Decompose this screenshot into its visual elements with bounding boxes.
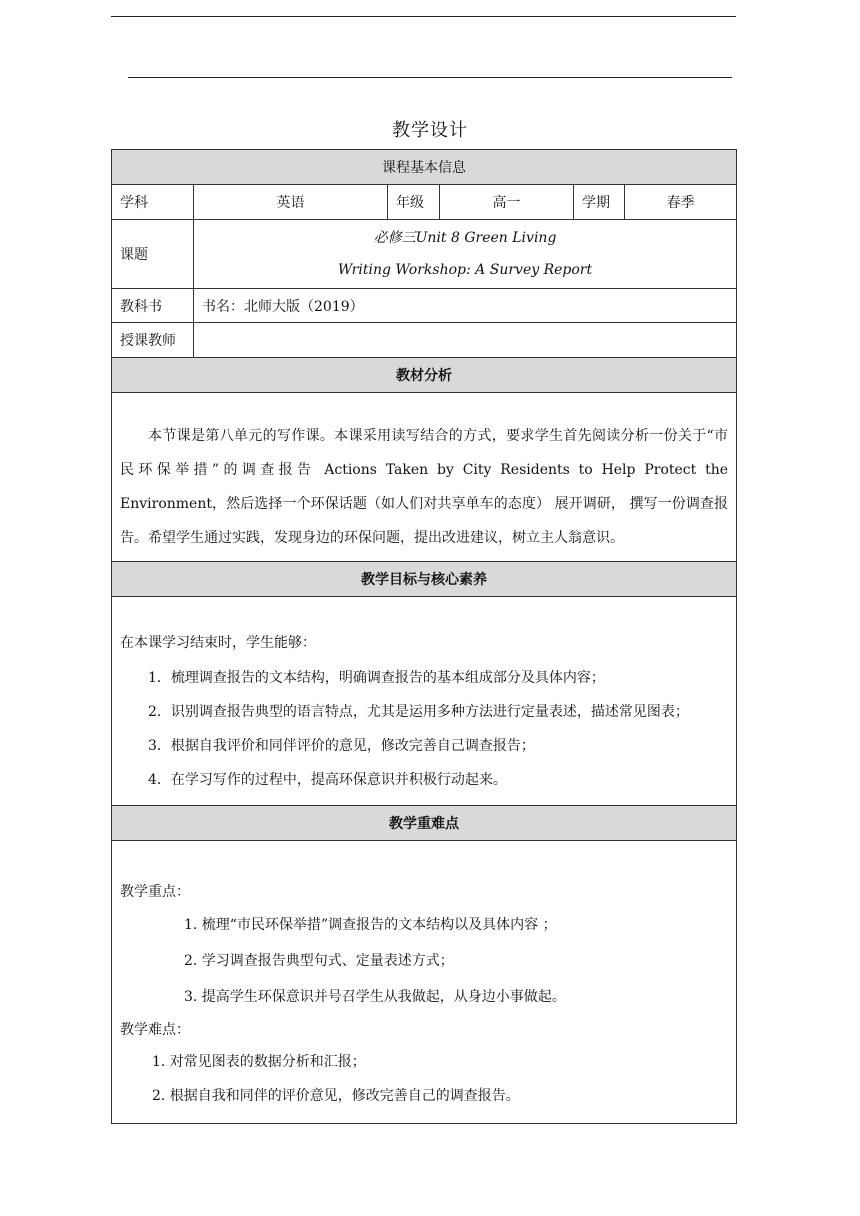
key-points-content [112, 841, 737, 1124]
textbook-value: 书名：北师大版（2019） [194, 289, 737, 323]
term-label: 学期 [574, 185, 625, 220]
difficulty-item: 2. 根据自我和同伴的评价意见，修改完善自己的调查报告。 [152, 1088, 520, 1104]
focus-item: 3. 提高学生环保意识并号召学生从我做起，从身边小事做起。 [184, 989, 566, 1005]
goal-item: 2．识别调查报告典型的语言特点，尤其是运用多种方法进行定量表述，描述常见图表； [148, 704, 689, 720]
term-value: 春季 [625, 185, 737, 220]
goal-item: 1．梳理调查报告的文本结构，明确调查报告的基本组成部分及具体内容； [148, 670, 605, 686]
grade-value: 高一 [440, 185, 574, 220]
analysis-content [112, 393, 737, 562]
topic-value [194, 220, 737, 289]
goals-content [112, 597, 737, 806]
section-header-analysis: 教材分析 [112, 358, 737, 393]
difficulty-heading: 教学难点： [120, 1022, 190, 1038]
grade-label: 年级 [388, 185, 440, 220]
focus-heading: 教学重点： [120, 884, 190, 900]
analysis-paragraph: 本节课是第八单元的写作课。本课采用读写结合的方式，要求学生首先阅读分析一份关于“市民环保举措”的调查报告 Actions Taken by City Residents to Help Protect the Environment，然后选择一个环保话题（如人们对共享单车的态度） 展开调研， 撰写一份调查报告。希望学生通过实践，发现身边的环保问题，提出改进建议，树立主人翁意识。 [120, 428, 729, 546]
subject-value: 英语 [194, 185, 388, 220]
topic-line-2: Writing Workshop: A Survey Report [337, 262, 593, 278]
teacher-label: 授课教师 [112, 323, 194, 358]
section-header-basic-info: 课程基本信息 [112, 150, 737, 185]
goal-item: 4．在学习写作的过程中，提高环保意识并积极行动起来。 [148, 772, 507, 788]
document-title: 教学设计 [392, 120, 468, 141]
focus-item: 1. 梳理“市民环保举措”调查报告的文本结构以及具体内容 ； [184, 917, 557, 933]
topic-line-1: 必修三Unit 8 Green Living [373, 230, 557, 246]
textbook-label: 教科书 [112, 289, 194, 323]
subject-label: 学科 [112, 185, 194, 220]
header-rule [111, 16, 736, 17]
difficulty-item: 1. 对常见图表的数据分析和汇报； [152, 1054, 366, 1070]
goal-item: 3．根据自我评价和同伴评价的意见，修改完善自己调查报告； [148, 738, 535, 754]
section-header-key-points: 教学重难点 [112, 806, 737, 841]
header-rule-second [128, 77, 732, 78]
goals-intro: 在本课学习结束时，学生能够： [120, 635, 316, 651]
topic-label: 课题 [112, 220, 194, 289]
focus-item: 2. 学习调查报告典型句式、定量表述方式； [184, 953, 454, 969]
lesson-plan-table [111, 149, 737, 1124]
section-header-goals: 教学目标与核心素养 [112, 562, 737, 597]
teacher-value [194, 323, 737, 358]
